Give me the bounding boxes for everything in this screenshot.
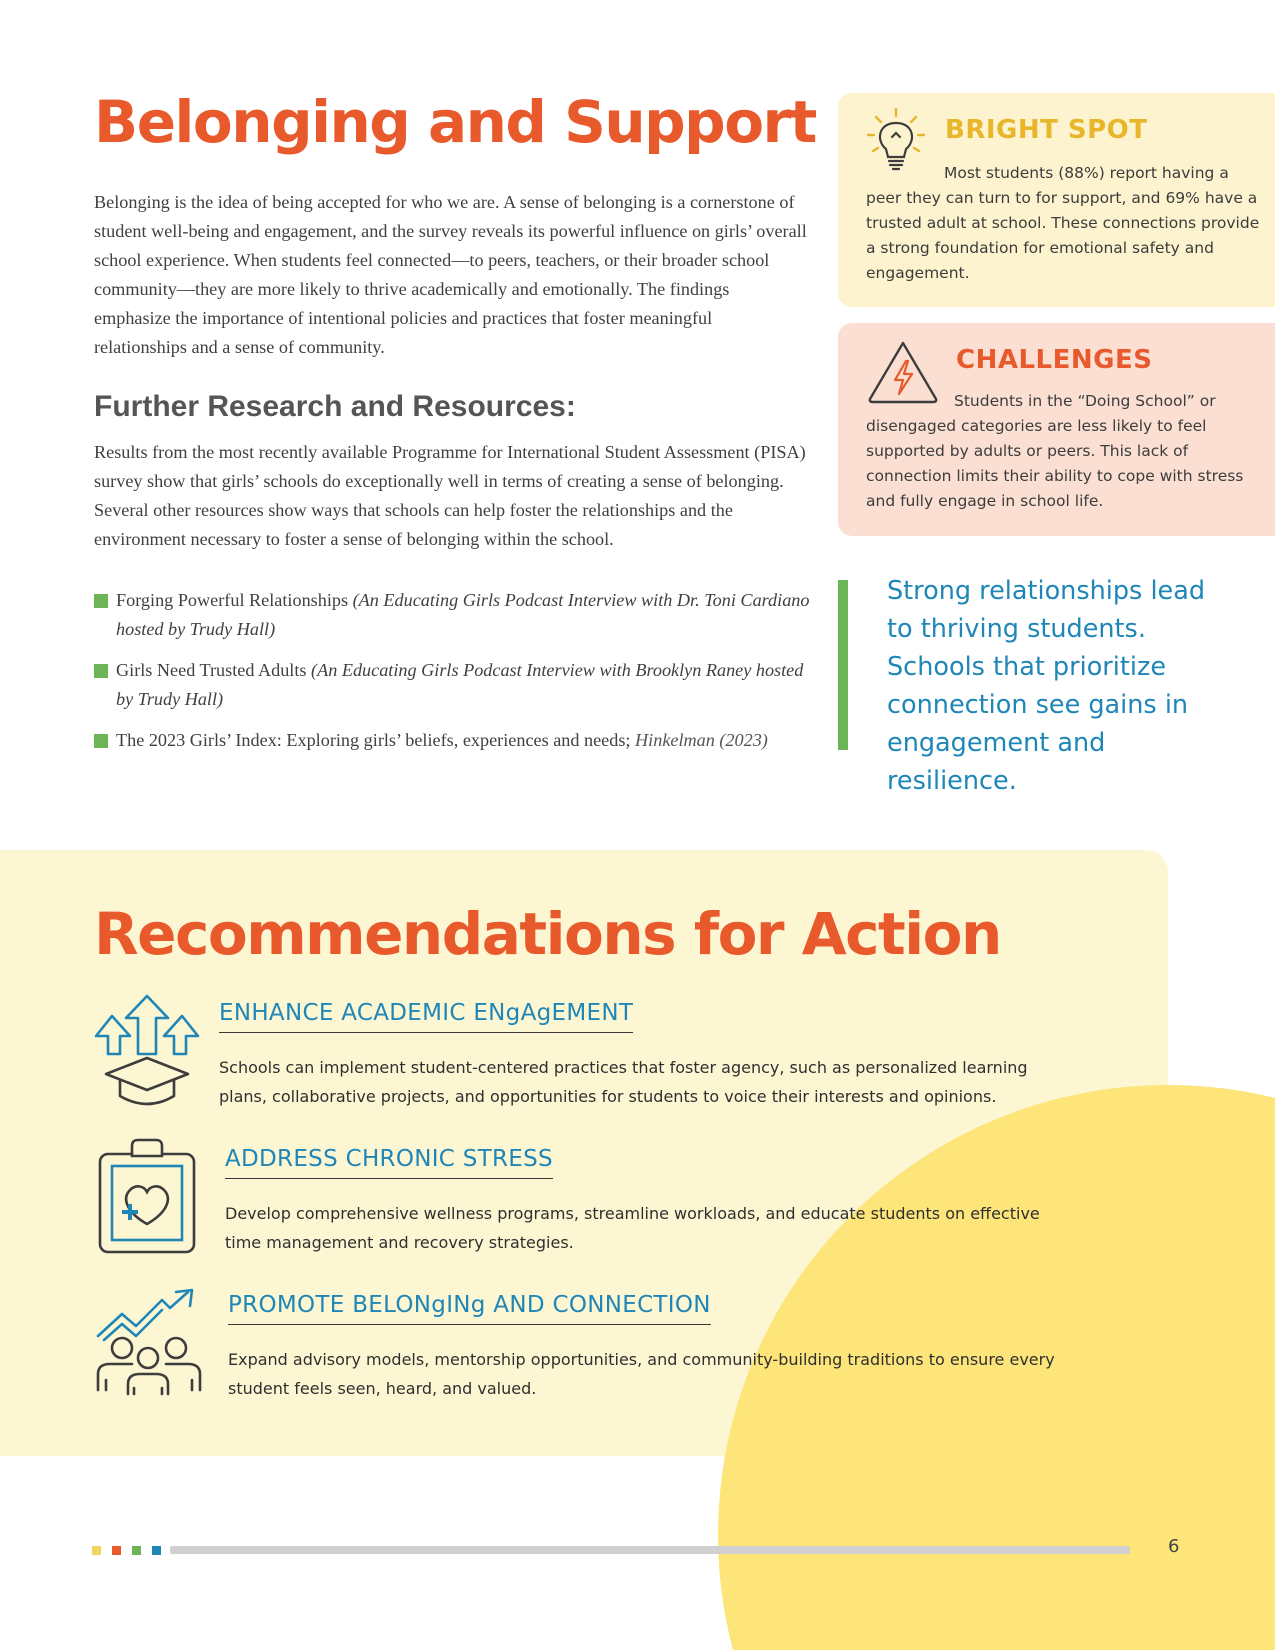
graduation-cap-arrows-icon bbox=[92, 992, 202, 1112]
intro-paragraph: Belonging is the idea of being accepted for who we are. A sense of belonging is a cornerstone of student well-being and engagement, and the survey reveals its powerful influence on girls’ overall school experience. When students feel connected—to peers, teachers, or their broader school community—they are more likely to thrive academically and emotionally. The findings emphasize the importance of intentional policies and practices that foster meaningful relationships and a sense of community. bbox=[94, 192, 807, 357]
bullet-square-icon bbox=[94, 664, 108, 678]
resource-source: (An Educating Girls Podcast Interview with Brooklyn Raney hosted by Trudy Hall) bbox=[116, 660, 804, 709]
footer-color-square bbox=[112, 1546, 121, 1555]
resource-item[interactable] bbox=[94, 726, 814, 755]
bright-spot-callout bbox=[838, 93, 1275, 307]
footer-rule bbox=[170, 1546, 1130, 1554]
research-heading: Further Research and Resources: bbox=[94, 390, 576, 423]
challenges-callout bbox=[838, 323, 1275, 536]
research-paragraph: Results from the most recently available Programme for International Student Assessment (PISA) survey show that girls’ schools do exceptionally well in terms of creating a sense of belonging. Several other resources show ways that schools can help foster the relationships and the environment necessary to foster a sense of belonging within the school. bbox=[94, 442, 806, 549]
resource-item[interactable] bbox=[94, 586, 814, 644]
rec-text-engagement: Schools can implement student-centered practices that foster agency, such as personalized learning plans, collaborative projects, and opportunities for students to voice their interests and opinions. bbox=[219, 1058, 1028, 1106]
rec-text-belonging: Expand advisory models, mentorship opportunities, and community-building traditions to ensure every student feels seen, heard, and valued. bbox=[228, 1350, 1055, 1398]
resource-name: Forging Powerful Relationships bbox=[116, 590, 353, 610]
resource-name: Girls Need Trusted Adults bbox=[116, 660, 312, 680]
recommendations-title: Recommendations for Action bbox=[94, 900, 1001, 968]
resource-item[interactable] bbox=[94, 656, 814, 714]
resource-source: Hinkelman (2023) bbox=[635, 730, 768, 750]
footer-color-square bbox=[132, 1546, 141, 1555]
section-title: Belonging and Support bbox=[94, 88, 816, 156]
footer-color-square bbox=[92, 1546, 101, 1555]
rec-heading-belonging: PROMOTE BELONgINg AND CONNECTION bbox=[228, 1292, 711, 1325]
pull-quote-bar bbox=[838, 580, 848, 750]
rec-heading-stress: ADDRESS CHRONIC STRESS bbox=[225, 1146, 553, 1179]
challenges-heading: CHALLENGES bbox=[956, 345, 1153, 375]
bright-spot-text: Most students (88%) report having a peer they can turn to for support, and 69% have a trusted adult at school. These connections provide a strong foundation for emotional safety and engagement. bbox=[866, 164, 1260, 282]
bullet-square-icon bbox=[94, 594, 108, 608]
bullet-square-icon bbox=[94, 734, 108, 748]
footer-color-square bbox=[152, 1546, 161, 1555]
rec-heading-engagement: ENHANCE ACADEMIC ENgAgEMENT bbox=[219, 1000, 633, 1033]
rec-text-stress: Develop comprehensive wellness programs, streamline workloads, and educate students on effective time management and recovery strategies. bbox=[225, 1204, 1040, 1252]
resource-source: (An Educating Girls Podcast Interview with Dr. Toni Cardiano hosted by Trudy Hall) bbox=[116, 590, 810, 639]
group-growth-icon bbox=[92, 1288, 204, 1400]
challenges-text: Students in the “Doing School” or disengaged categories are less likely to feel supported by adults or peers. This lack of connection limits their ability to cope with stress and fully engage in school life. bbox=[866, 392, 1244, 510]
pull-quote: Strong relationships lead to thriving students. Schools that prioritize connection see gains in engagement and resilience. bbox=[887, 576, 1206, 796]
bright-spot-heading: BRIGHT SPOT bbox=[945, 115, 1148, 145]
resource-name: The 2023 Girls’ Index: Exploring girls’ beliefs, experiences and needs; bbox=[116, 730, 636, 750]
page-number: 6 bbox=[1168, 1536, 1180, 1557]
resource-list bbox=[94, 586, 814, 767]
clipboard-heart-icon bbox=[96, 1136, 202, 1256]
